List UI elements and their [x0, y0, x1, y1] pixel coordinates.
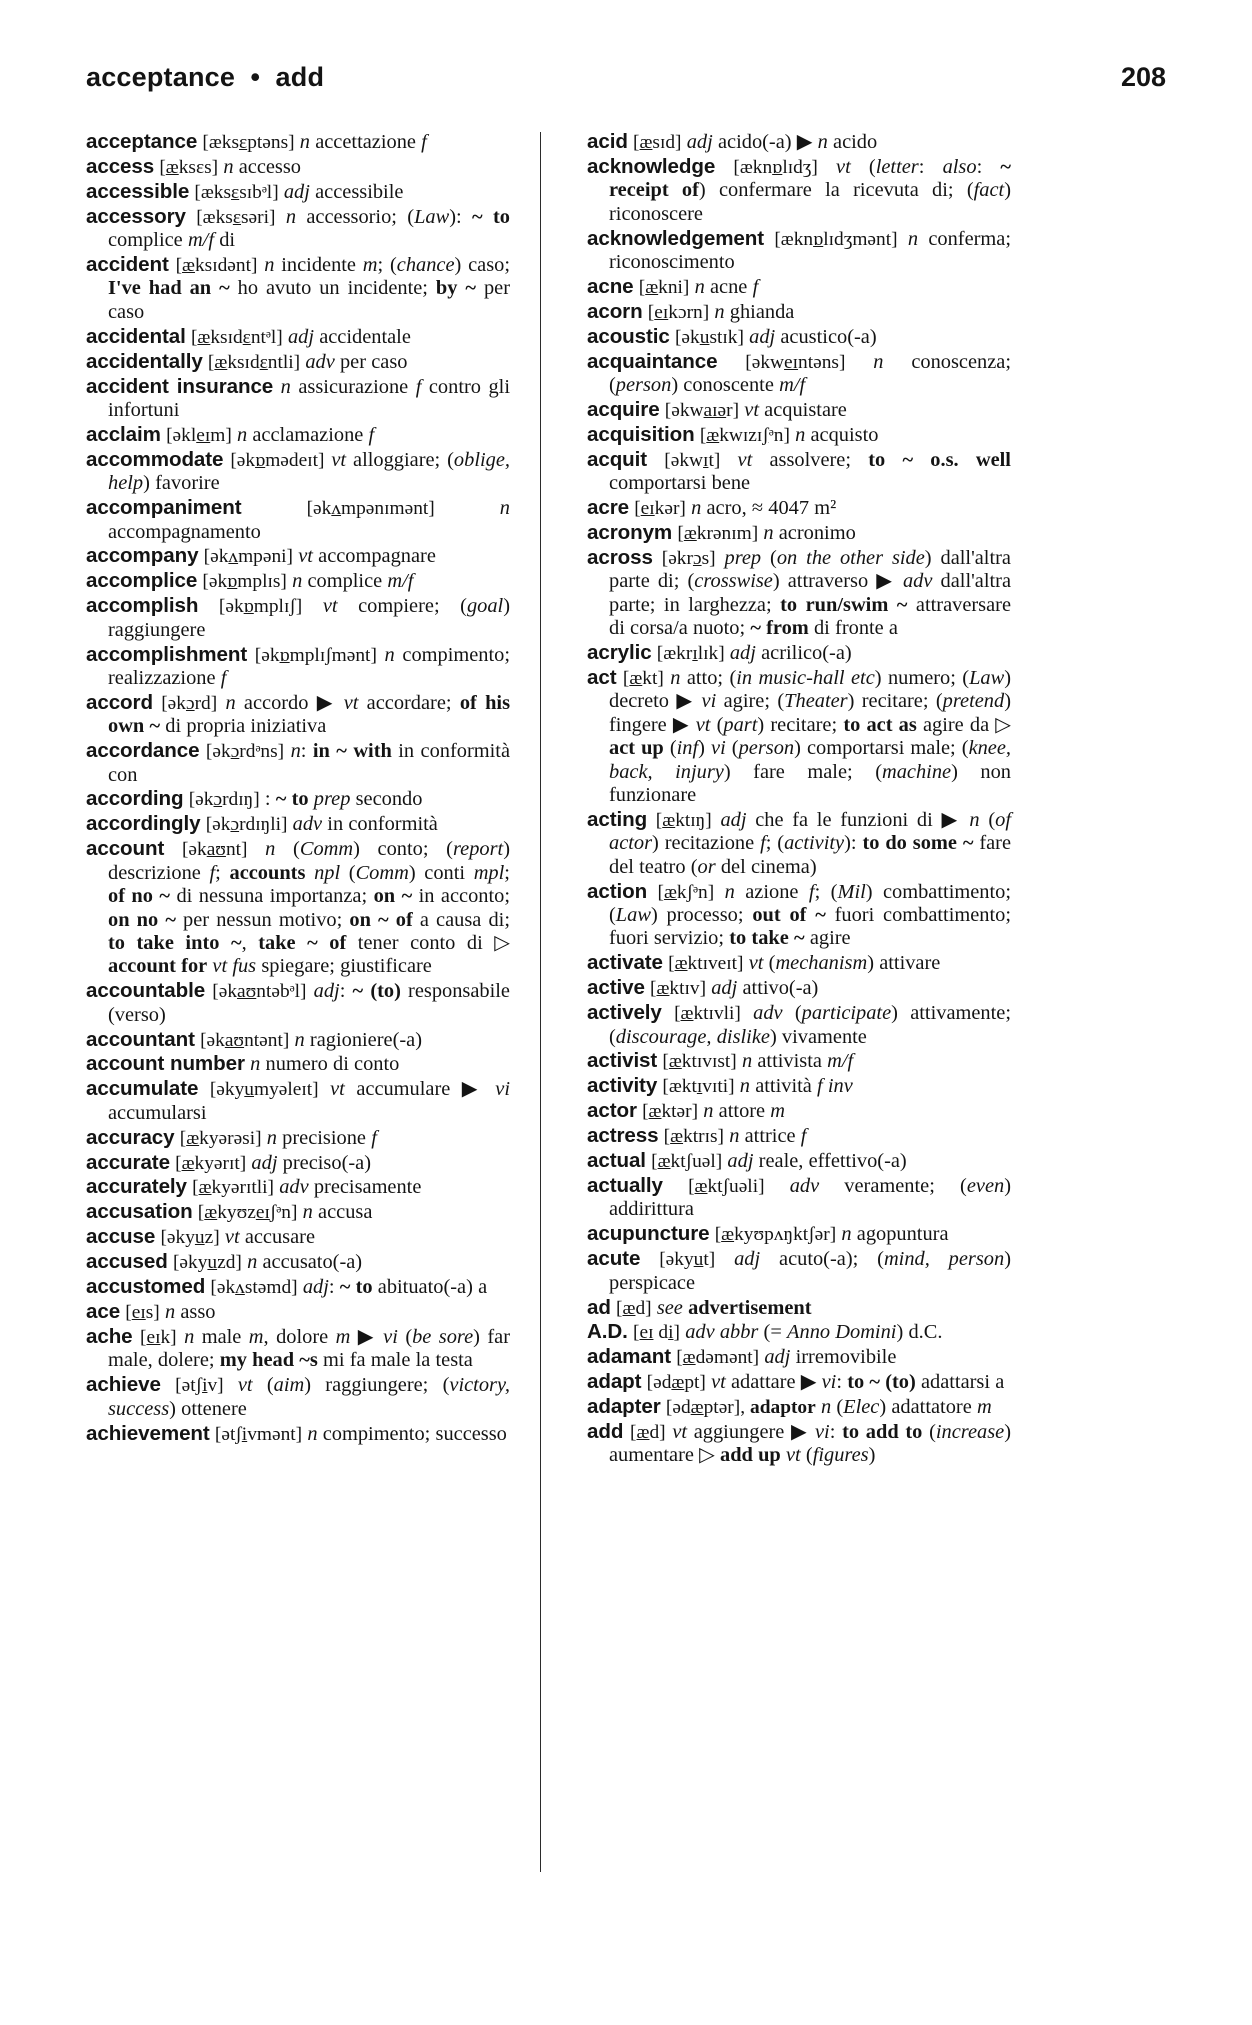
entry-pronunciation: [əkwɪt] [664, 449, 721, 471]
dictionary-entry [86, 496, 510, 544]
entry-pronunciation: [əkyuz] [160, 1227, 220, 1249]
entry-definition: vt (letter: also: ~ receipt of) confermare la ricevuta di; (fact) riconoscere [609, 155, 1012, 225]
dictionary-entry [86, 350, 510, 374]
running-head-title: acceptance • add [86, 62, 325, 92]
entry-headword: according [86, 787, 184, 811]
dictionary-entry [86, 739, 510, 787]
entry-pronunciation: [æktʃuəl] [651, 1151, 723, 1173]
entry-definition: n accusa [302, 1201, 373, 1224]
entry-headword: accordance [86, 739, 200, 763]
entry-headword: achievement [86, 1421, 210, 1445]
dictionary-entry [587, 1320, 1011, 1344]
entry-headword: add [587, 1420, 624, 1444]
entry-definition: adj preciso(-a) [251, 1151, 371, 1174]
entry-headword: accidental [86, 324, 186, 348]
entry-pronunciation: [æktɪv] [650, 978, 707, 1000]
entry-definition: n acne f [694, 275, 759, 298]
entry-pronunciation: [əkʌstəmd] [210, 1277, 298, 1299]
entry-definition: n atto; (in music-hall etc) numero; (Law) decreto ▶ vi agire; (Theater) recitare; (pretend) fingere ▶ vt (part) recitare; to act as agire da ▷ act up (inf) vi (person) comportarsi male; (knee, back, injury) fare male; (machine) non funzionare [609, 666, 1012, 806]
entry-pronunciation: [ækwɪzɪʃᵊn] [699, 424, 790, 446]
entry-definition: adj acido(-a) ▶ n acido [686, 131, 878, 153]
entry-pronunciation: [æksɪdɛntli] [207, 351, 301, 373]
entry-headword: activist [587, 1049, 658, 1073]
columns-container [86, 130, 1166, 1872]
dictionary-entry [587, 1174, 1011, 1222]
entry-definition: n accordo ▶ vt accordare; of his own ~ di propria iniziativa [108, 691, 511, 738]
entry-headword: account number [86, 1052, 245, 1076]
entry-definition: n numero di conto [250, 1053, 400, 1076]
entry-pronunciation: [əkɔrdɪŋ] [188, 789, 260, 811]
dictionary-entry [587, 1049, 1011, 1073]
entry-headword: act [587, 665, 617, 689]
dictionary-entry [587, 1370, 1011, 1394]
dictionary-entry [86, 787, 510, 811]
entry-definition: n ghianda [714, 300, 795, 323]
entry-headword: actor [587, 1099, 637, 1123]
entry-headword: achieve [86, 1373, 161, 1397]
dictionary-entry [86, 130, 510, 154]
dictionary-entry [587, 641, 1011, 665]
dictionary-entry [86, 1300, 510, 1324]
entry-headword: acquaintance [587, 349, 718, 373]
entry-definition: n attività f inv [739, 1075, 853, 1098]
entry-headword: accurate [86, 1150, 170, 1174]
entry-pronunciation: [æd] [616, 1297, 652, 1319]
dictionary-entry [587, 1395, 1011, 1419]
entry-headword: activity [587, 1074, 658, 1098]
entry-definition: adj irremovibile [764, 1346, 897, 1369]
entry-headword: acquit [587, 447, 648, 471]
entry-pronunciation: [æktɪŋ] [655, 809, 712, 831]
dictionary-entry [587, 1296, 1011, 1320]
entry-headword: acre [587, 496, 629, 520]
entry-definition: n accesso [223, 155, 301, 178]
entry-pronunciation: [ækʃᵊn] [657, 881, 715, 903]
entry-headword: accustomed [86, 1275, 206, 1299]
dictionary-entry [587, 546, 1011, 641]
column-divider-rule [540, 132, 541, 1872]
dictionary-entry [86, 155, 510, 179]
entry-definition: n (Comm) conto; (report) descrizione f; accounts npl (Comm) conti mpl; of no ~ di nessuna importanza; on ~ in acconto; on no ~ per nessun motivo; on ~ of a causa di; to take into ~, take ~ of tener conto di ▷ account for vt fus spiegare; giustificare [108, 838, 511, 978]
entry-headword: acoustic [587, 324, 670, 348]
entry-definition: n compimento; successo [307, 1422, 507, 1445]
dictionary-entry [587, 275, 1011, 299]
entry-definition: adv in conformità [292, 813, 438, 836]
entry-pronunciation: [əkɔrd] [161, 692, 218, 714]
entry-headword: acknowledge [587, 154, 716, 178]
entry-headword: actress [587, 1124, 659, 1148]
entry-pronunciation: [æksɛsəri] [196, 206, 276, 228]
entry-pronunciation: [əkɔrdɪŋli] [205, 814, 288, 836]
entry-headword: accessible [86, 179, 190, 203]
entry-definition: n acro, ≈ 4047 m² [691, 497, 837, 520]
entry-pronunciation: [ətʃiv] [175, 1375, 224, 1397]
entry-pronunciation: [əkɒmədeɪt] [230, 449, 325, 471]
entry-headword: accidentally [86, 349, 203, 373]
entry-headword: accountant [86, 1027, 195, 1051]
entry-pronunciation: [əkyumyəleɪt] [209, 1079, 319, 1101]
entry-headword: active [587, 976, 645, 1000]
entry-definition: vt aggiungere ▶ vi: to add to (increase) aumentare ▷ add up vt (figures) [609, 1421, 1011, 1467]
entry-definition: n accettazione f [299, 131, 427, 153]
entry-headword: adapter [587, 1395, 661, 1419]
entry-headword: accordingly [86, 812, 201, 836]
dictionary-entry [587, 1074, 1011, 1098]
entry-headword: A.D. [587, 1320, 628, 1344]
entry-headword: accomplishment [86, 642, 248, 666]
entry-definition: n attore m [703, 1100, 786, 1123]
entry-pronunciation: [ækyərɪt] [175, 1152, 247, 1174]
dictionary-entry [86, 423, 510, 447]
entry-definition: adv per caso [305, 350, 408, 373]
dictionary-entry [587, 227, 1011, 275]
entry-pronunciation: [eɪkɔrn] [647, 301, 710, 323]
entry-definition: adv precisamente [279, 1176, 422, 1199]
entry-pronunciation: [æktɪvɪti] [662, 1076, 735, 1098]
dictionary-entry [86, 1052, 510, 1076]
entry-definition: see advertisement [656, 1296, 812, 1319]
entry-pronunciation: [æksɪdɛntᵊl] [190, 326, 283, 348]
entry-definition: n precisione f [266, 1126, 377, 1149]
entry-pronunciation: [ækyərɪtli] [192, 1177, 274, 1199]
dictionary-entry [86, 325, 510, 349]
entry-headword: acronym [587, 521, 673, 544]
dictionary-entry [86, 812, 510, 836]
entry-pronunciation: [eɪk] [140, 1326, 177, 1348]
dictionary-entry [587, 1222, 1011, 1246]
entry-headword: acclaim [86, 422, 161, 446]
entry-definition: vt adattare ▶ vi: to ~ (to) adattarsi a [711, 1371, 1005, 1394]
dictionary-entry [86, 1325, 510, 1373]
dictionary-entry [86, 691, 510, 739]
dictionary-entry [587, 350, 1011, 398]
entry-pronunciation: [əkustɪk] [674, 326, 744, 348]
entry-pronunciation: [əkɔrdᵊns] [205, 741, 285, 763]
entry-pronunciation: [æktrɪs] [663, 1126, 724, 1148]
entry-definition: vt accumulare ▶ vi accumularsi [108, 1078, 510, 1124]
entry-headword: acute [587, 1247, 641, 1271]
entry-pronunciation: [ədæpt] [646, 1372, 706, 1394]
entry-definition: vt acquistare [744, 398, 847, 421]
entry-headword: accomplice [86, 569, 198, 593]
entry-definition: n accessorio; (Law): ~ to complice m/f di [108, 205, 510, 252]
running-head [86, 62, 1166, 104]
dictionary-entry [587, 880, 1011, 951]
entry-headword: adamant [587, 1345, 671, 1369]
dictionary-entry [587, 951, 1011, 975]
entry-headword: accommodate [86, 447, 224, 471]
entry-definition: vt accompagnare [298, 545, 436, 568]
dictionary-entry [86, 1126, 510, 1150]
entry-headword: accumulate [86, 1077, 199, 1101]
entry-definition: n: in ~ with in conformità con [108, 740, 511, 786]
entry-definition: n ragioniere(-a) [294, 1028, 422, 1051]
entry-pronunciation: [æksɛs] [159, 156, 219, 178]
entry-definition: n male m, dolore m ▶ vi (be sore) far male, dolere; my head ~s mi fa male la testa [108, 1325, 511, 1372]
entry-pronunciation: [ətʃivmənt] [214, 1423, 303, 1445]
entry-definition: n complice m/f [292, 570, 414, 593]
dictionary-entry [587, 808, 1011, 879]
entry-pronunciation: [æd] [630, 1422, 666, 1444]
entry-definition: adj accessibile [283, 180, 404, 203]
entry-definition: n asso [164, 1301, 216, 1323]
entry-definition: n incidente m; (chance) caso; I've had an ~ ho avuto un incidente; by ~ per caso [108, 254, 510, 323]
entry-headword: across [587, 545, 653, 569]
entry-headword: account [86, 837, 165, 861]
entry-definition: adj acuto(-a); (mind, person) perspicace [609, 1248, 1011, 1294]
dictionary-entry [86, 544, 510, 568]
entry-definition: vt compiere; (goal) raggiungere [108, 595, 511, 641]
dictionary-entry [587, 423, 1011, 447]
entry-pronunciation: [əkwaɪər] [664, 399, 740, 421]
entry-pronunciation: [ækrɪlɪk] [656, 643, 725, 665]
entry-pronunciation: [əkaʊnt] [181, 839, 248, 861]
entry-pronunciation: [æknɒlɪdʒmənt] [774, 228, 898, 250]
dictionary-entry [587, 398, 1011, 422]
entry-headword: accuse [86, 1225, 156, 1249]
entry-headword: acid [587, 130, 628, 153]
entry-headword: accomplish [86, 594, 199, 618]
entry-definition: n (Elec) adattatore m [820, 1396, 992, 1419]
entry-pronunciation: [æsɪd] [633, 132, 682, 153]
dictionary-entry [86, 643, 510, 691]
entry-definition: vt assolvere; to ~ o.s. well comportarsi bene [609, 448, 1011, 495]
entry-pronunciation: [əkʌmpəni] [203, 546, 294, 568]
entry-headword: ad [587, 1295, 611, 1319]
entry-headword: accurately [86, 1175, 187, 1199]
entry-definition: n attivista m/f [741, 1050, 854, 1073]
dictionary-entry [86, 594, 510, 642]
entry-definition: adj accidentale [287, 325, 411, 348]
entry-pronunciation: [æksɛptəns] [202, 132, 295, 153]
entry-definition: n assicurazione f contro gli infortuni [108, 375, 510, 421]
entry-headword: acquisition [587, 422, 695, 446]
entry-pronunciation: [əkʌmpənɪmənt] [306, 498, 435, 520]
entry-definition: vt alloggiare; (oblige, help) favorire [108, 448, 510, 495]
entry-headword: accord [86, 690, 153, 714]
entry-headword: accident insurance [86, 374, 274, 398]
entry-pronunciation: [ækyərəsi] [179, 1127, 262, 1149]
entry-definition: prep (on the other side) dall'altra parte di; (crosswise) attraverso ▶ adv dall'altra parte; in larghezza; to run/swim ~ attraversare di corsa/a nuoto; ~ from di fronte a [609, 546, 1012, 640]
entry-pronunciation: [əkweɪntəns] [745, 351, 846, 373]
entry-pronunciation: [ækni] [638, 276, 690, 298]
entry-definition: adj acrilico(-a) [729, 642, 852, 665]
entry-definition: adj reale, effettivo(-a) [727, 1150, 907, 1173]
dictionary-entry [86, 205, 510, 253]
entry-headword: actively [587, 1001, 662, 1025]
entry-definition: n conferma; riconoscimento [609, 227, 1011, 274]
entry-definition: n attrice f [729, 1125, 807, 1148]
entry-pronunciation: [ækt] [622, 667, 664, 689]
entry-pronunciation: [əkrɔs] [661, 547, 716, 569]
entry-headword: accountable [86, 979, 206, 1003]
entry-definition: adv veramente; (even) addirittura [609, 1174, 1011, 1221]
dictionary-entry [86, 569, 510, 593]
dictionary-entry [86, 375, 510, 423]
entry-headword: activate [587, 951, 663, 975]
dictionary-entry [86, 1373, 510, 1421]
entry-headword: accuracy [86, 1125, 175, 1149]
entry-definition: adj attivo(-a) [711, 977, 819, 1000]
dictionary-entry [86, 180, 510, 204]
entry-pronunciation: [æksɪdənt] [175, 255, 258, 277]
entry-definition: adj: ~ (to) responsabile (verso) [108, 980, 510, 1026]
entry-definition: adj che fa le funzioni di ▶ n (of actor) recitazione f; (activity): to do some ~ fare del teatro (or del cinema) [609, 808, 1012, 878]
entry-headword: acknowledgement [587, 226, 765, 250]
dictionary-entry [587, 976, 1011, 1000]
entry-definition: vt (aim) raggiungere; (victory, success) ottenere [108, 1374, 510, 1420]
dictionary-entry [86, 1175, 510, 1199]
dictionary-entry [86, 837, 510, 978]
dictionary-entry [587, 521, 1011, 545]
entry-definition: n accompagnamento [108, 497, 510, 543]
dictionary-entry [587, 1345, 1011, 1369]
entry-headword: acne [587, 274, 634, 298]
entry-definition: vt (mechanism) attivare [748, 952, 941, 975]
dictionary-entry [587, 1149, 1011, 1173]
entry-pronunciation: [ədæptər], adaptor [665, 1397, 816, 1419]
entry-definition: n acquisto [795, 423, 879, 446]
entry-pronunciation: [ækyʊzeɪʃᵊn] [197, 1202, 298, 1224]
entry-pronunciation: [əkyuzd] [172, 1252, 242, 1274]
entry-definition: n compimento; realizzazione f [108, 643, 510, 689]
entry-headword: accompaniment [86, 496, 242, 520]
dictionary-entry [587, 325, 1011, 349]
dictionary-entry [86, 1151, 510, 1175]
entry-definition: n agopuntura [841, 1223, 949, 1246]
dictionary-entry [587, 300, 1011, 324]
entry-pronunciation: [eɪkər] [634, 498, 686, 520]
entry-headword: acupuncture [587, 1222, 710, 1246]
entry-pronunciation: [æktʃuəli] [688, 1175, 765, 1197]
entry-pronunciation: [æktɪvɪst] [662, 1051, 737, 1073]
entry-definition: n accusato(-a) [247, 1251, 363, 1274]
entry-headword: accident [86, 253, 169, 277]
dictionary-entry [86, 979, 510, 1027]
entry-pronunciation: [əkleɪm] [166, 424, 232, 446]
entry-pronunciation: [əkɒmplɪʃmənt] [254, 644, 377, 666]
entry-definition: vt accusare [224, 1226, 315, 1249]
dictionary-entry [587, 130, 1011, 154]
entry-headword: ace [86, 1300, 121, 1323]
entry-headword: accusation [86, 1200, 193, 1224]
dictionary-entry [86, 1200, 510, 1224]
entry-pronunciation: [ædəmənt] [676, 1347, 760, 1369]
entry-pronunciation: [ækrənɪm] [677, 523, 759, 544]
dictionary-entry [587, 1420, 1011, 1468]
dictionary-entry [86, 1077, 510, 1125]
dictionary-entry [587, 496, 1011, 520]
dictionary-entry [587, 666, 1011, 807]
entry-headword: acquire [587, 397, 660, 421]
dictionary-entry [587, 1247, 1011, 1295]
entry-pronunciation: [əkyut] [659, 1249, 716, 1271]
dictionary-entry [587, 448, 1011, 496]
dictionary-entry [86, 253, 510, 324]
dictionary-entry [86, 1028, 510, 1052]
dictionary-entry [587, 1099, 1011, 1123]
entry-headword: accompany [86, 544, 199, 568]
entry-headword: acceptance [86, 130, 198, 153]
dictionary-entry [86, 1250, 510, 1274]
left-column [86, 130, 524, 1446]
entry-headword: accessory [86, 204, 186, 228]
entry-headword: actual [587, 1149, 646, 1173]
entry-pronunciation: [əkɒmplɪs] [202, 571, 287, 593]
entry-definition: adv abbr (= Anno Domini) d.C. [685, 1321, 943, 1344]
dictionary-entry [86, 448, 510, 496]
dictionary-entry [587, 1124, 1011, 1148]
entry-headword: adapt [587, 1370, 642, 1394]
entry-headword: accused [86, 1250, 168, 1274]
entry-headword: acrylic [587, 641, 652, 665]
right-column [557, 130, 1011, 1468]
entry-definition: adj acustico(-a) [749, 325, 877, 348]
entry-definition: n acclamazione f [236, 423, 375, 446]
dictionary-entry [587, 1001, 1011, 1049]
entry-pronunciation: [æktɪvli] [674, 1003, 741, 1025]
entry-definition: adj: ~ to abituato(-a) a [302, 1276, 488, 1299]
dictionary-entry [86, 1422, 510, 1446]
entry-definition: : ~ to prep secondo [264, 788, 423, 811]
entry-definition: n azione f; (Mil) combattimento; (Law) processo; out of ~ fuori combattimento; fuori servizio; to take ~ agire [609, 880, 1012, 950]
entry-pronunciation: [eɪs] [125, 1302, 160, 1323]
entry-pronunciation: [æknɒlɪdʒ] [733, 156, 818, 178]
entry-pronunciation: [əkɒmplɪʃ] [218, 596, 303, 618]
entry-headword: action [587, 879, 648, 903]
entry-pronunciation: [əkaʊntəbᵊl] [212, 981, 307, 1003]
entry-headword: ache [86, 1324, 133, 1348]
entry-headword: access [86, 154, 155, 178]
entry-pronunciation: [æktɪveɪt] [668, 953, 744, 975]
dictionary-entry [86, 1275, 510, 1299]
entry-definition: n conoscenza; (person) conoscente m/f [609, 350, 1011, 397]
page-number: 208 [1120, 62, 1166, 92]
entry-pronunciation: [æktər] [642, 1101, 699, 1123]
entry-headword: acting [587, 807, 648, 831]
dictionary-entry [86, 1225, 510, 1249]
dictionary-entry [587, 155, 1011, 226]
entry-headword: actually [587, 1173, 663, 1197]
entry-headword: acorn [587, 299, 643, 323]
entry-pronunciation: [æksɛsɪbᵊl] [194, 181, 279, 203]
entry-pronunciation: [eɪ di] [633, 1322, 680, 1344]
entry-definition: adv (participate) attivamente; (discourage, dislike) vivamente [609, 1002, 1011, 1048]
entry-definition: n acronimo [763, 522, 856, 544]
entry-pronunciation: [ækyʊpʌŋktʃər] [714, 1224, 837, 1246]
entry-pronunciation: [əkaʊntənt] [200, 1029, 290, 1051]
